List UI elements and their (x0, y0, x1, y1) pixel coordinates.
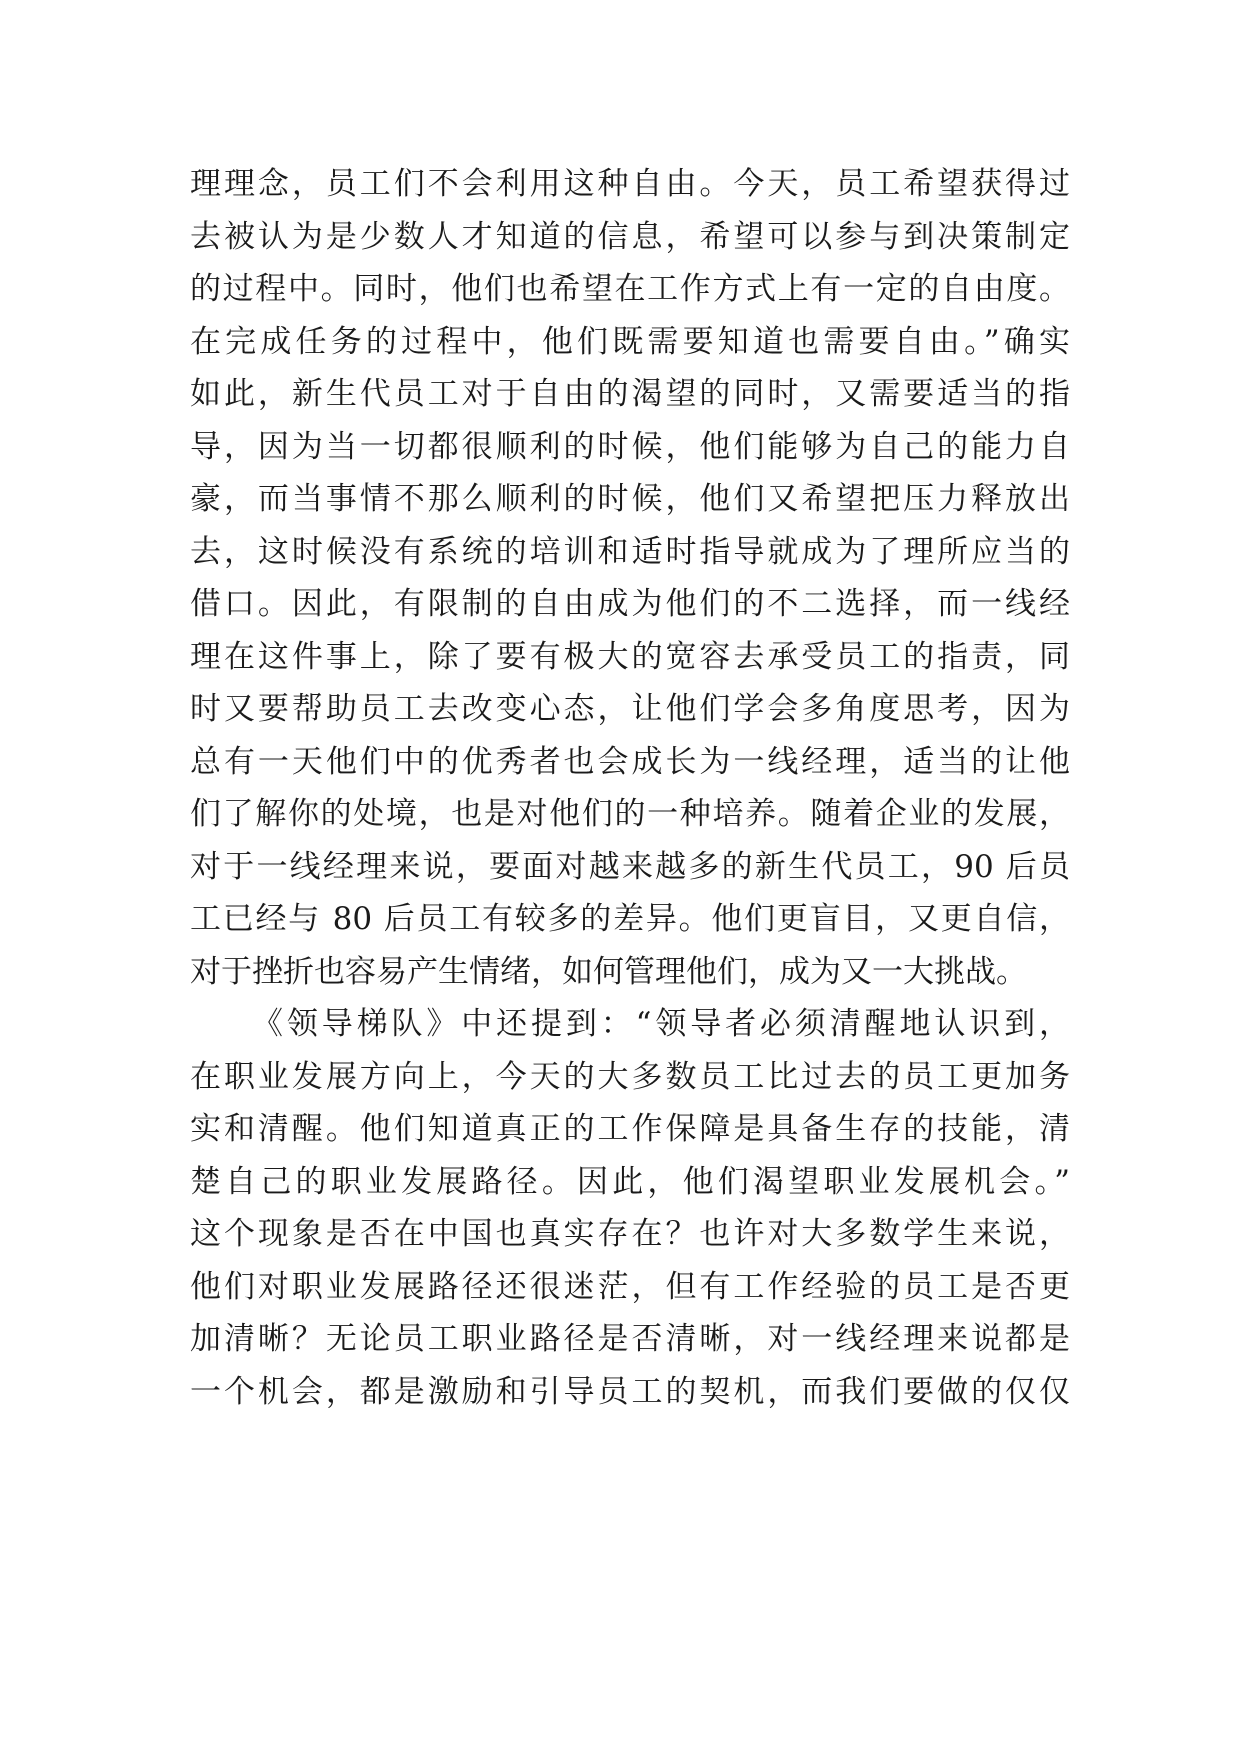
text-line: 去被认为是少数人才知道的信息，希望可以参与到决策制定 (190, 218, 1070, 255)
text-line: 借口。因此，有限制的自由成为他们的不二选择，而一线经 (190, 586, 1070, 622)
text-line: 时又要帮助员工去改变心态，让他们学会多角度思考，因为 (190, 691, 1070, 727)
text-line: 总有一天他们中的优秀者也会成长为一线经理，适当的让他 (190, 743, 1070, 780)
text-line: 他们对职业发展路径还很迷茫，但有工作经验的员工是否更 (190, 1268, 1070, 1305)
text-line: 的过程中。同时，他们也希望在工作方式上有一定的自由度。 (190, 271, 1070, 307)
text-line: 工已经与 80 后员工有较多的差异。他们更盲目，又更自信， (190, 901, 1070, 937)
text-line: 实和清醒。他们知道真正的工作保障是具备生存的技能，清 (190, 1111, 1070, 1147)
paragraph-first-line: 《领导梯队》中还提到：“领导者必须清醒地认识到， (252, 1006, 1070, 1042)
text-line: 对于一线经理来说，要面对越来越多的新生代员工，90 后员 (190, 848, 1070, 885)
text-line: 如此，新生代员工对于自由的渴望的同时，又需要适当的指 (190, 376, 1070, 412)
text-line: 豪，而当事情不那么顺利的时候，他们又希望把压力释放出 (190, 481, 1070, 517)
text-line: 理在这件事上，除了要有极大的宽容去承受员工的指责，同 (190, 638, 1070, 675)
text-line: 导，因为当一切都很顺利的时候，他们能够为自己的能力自 (190, 428, 1070, 465)
text-line: 们了解你的处境，也是对他们的一种培养。随着企业的发展， (190, 796, 1070, 832)
text-line: 楚自己的职业发展路径。因此，他们渴望职业发展机会。” (190, 1163, 1070, 1200)
text-line: 这个现象是否在中国也真实存在？也许对大多数学生来说， (190, 1216, 1070, 1252)
text-line: 在职业发展方向上，今天的大多数员工比过去的员工更加务 (190, 1058, 1070, 1095)
text-line: 理理念，员工们不会利用这种自由。今天，员工希望获得过 (190, 166, 1070, 202)
text-line: 加清晰？无论员工职业路径是否清晰，对一线经理来说都是 (190, 1321, 1070, 1357)
text-line: 在完成任务的过程中，他们既需要知道也需要自由。”确实 (190, 323, 1070, 360)
body-text (190, 158, 1070, 1418)
text-line: 一个机会，都是激励和引导员工的契机，而我们要做的仅仅 (190, 1373, 1070, 1410)
text-line: 去，这时候没有系统的培训和适时指导就成为了理所应当的 (190, 533, 1070, 570)
paragraph-end-line: 对于挫折也容易产生情绪，如何管理他们，成为又一大挑战。 (190, 953, 1027, 990)
